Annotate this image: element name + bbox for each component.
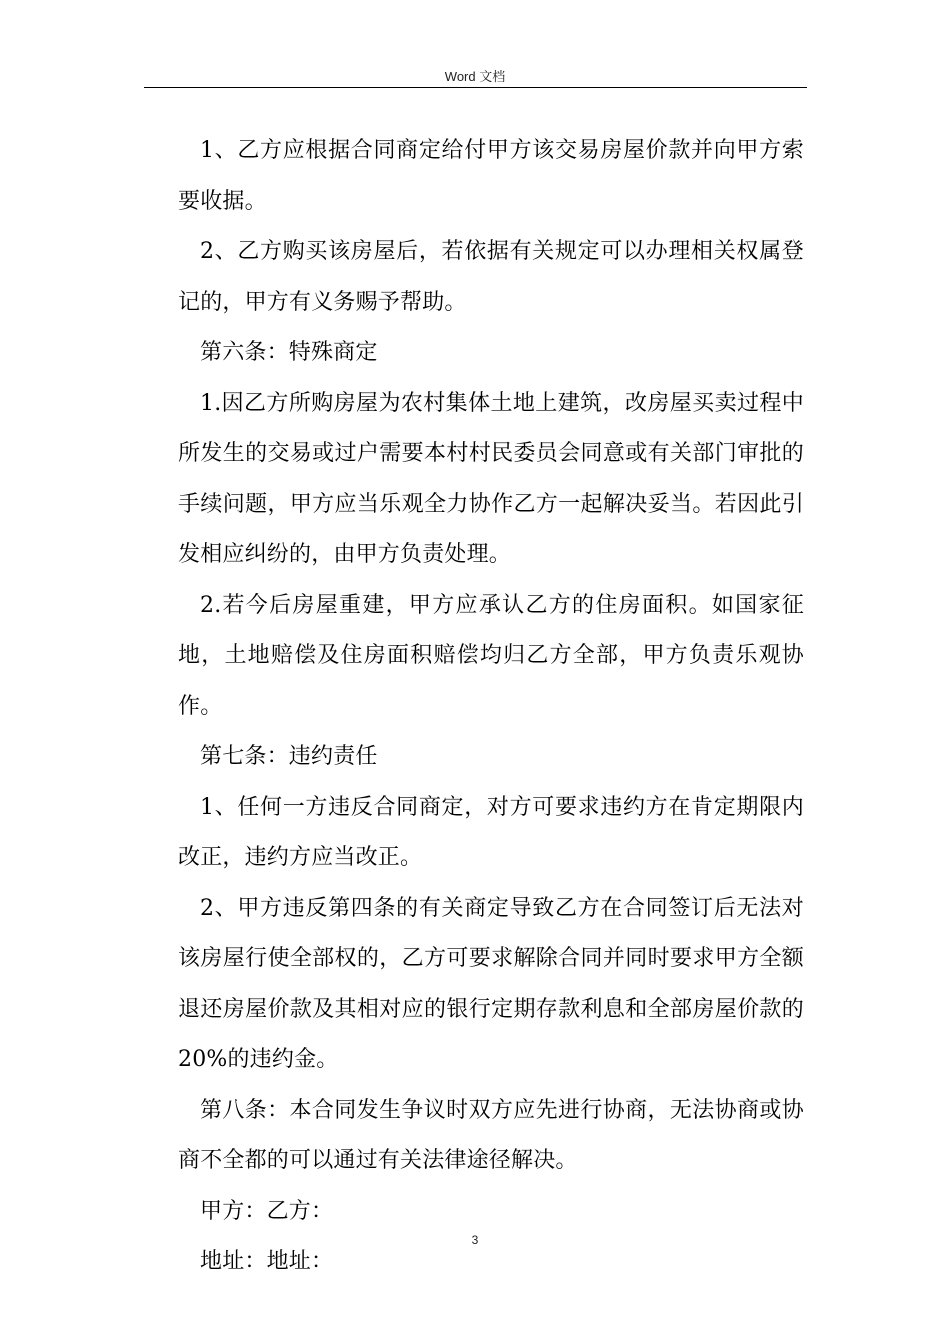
page-header-title: Word 文档 (444, 69, 506, 84)
section-heading-article-6: 第六条：特殊商定 (200, 340, 378, 365)
signature-address-line: 地址：地址： (200, 1249, 334, 1274)
document-body (178, 126, 804, 1288)
page-number: 3 (471, 1233, 479, 1247)
paragraph-rebuild-compensation: 2.若今后房屋重建，甲方应承认乙方的住房面积。如国家征地，土地赔偿及住房面积赔偿均归乙方全部，甲方负责乐观协作。 (178, 592, 804, 719)
section-heading-article-7: 第七条：违约责任 (200, 744, 378, 769)
paragraph-collective-land: 1.因乙方所购房屋为农村集体土地上建筑，改房屋买卖过程中所发生的交易或过户需要本村村民委员会同意或有关部门审批的手续问题，甲方应当乐观全力协作乙方一起解决妥当。若因此引发相应纠纷的，由甲方负责处理。 (178, 390, 804, 567)
paragraph-article-8-dispute: 第八条：本合同发生争议时双方应先进行协商，无法协商或协商不全都的可以通过有关法律途径解决。 (178, 1097, 804, 1173)
paragraph-ownership-registration: 2、乙方购买该房屋后，若依据有关规定可以办理相关权属登记的，甲方有义务赐予帮助。 (178, 239, 804, 315)
paragraph-breach-penalty: 2、甲方违反第四条的有关商定导致乙方在合同签订后无法对该房屋行使全部权的，乙方可要求解除合同并同时要求甲方全额退还房屋价款及其相对应的银行定期存款利息和全部房屋价款的20%的违约金。 (178, 895, 804, 1072)
paragraph-buyer-payment: 1、乙方应根据合同商定给付甲方该交易房屋价款并向甲方索要收据。 (178, 138, 804, 214)
signature-parties-line: 甲方：乙方： (200, 1198, 334, 1224)
paragraph-breach-correction: 1、任何一方违反合同商定，对方可要求违约方在肯定期限内改正，违约方应当改正。 (178, 794, 804, 870)
header-divider (144, 87, 807, 88)
